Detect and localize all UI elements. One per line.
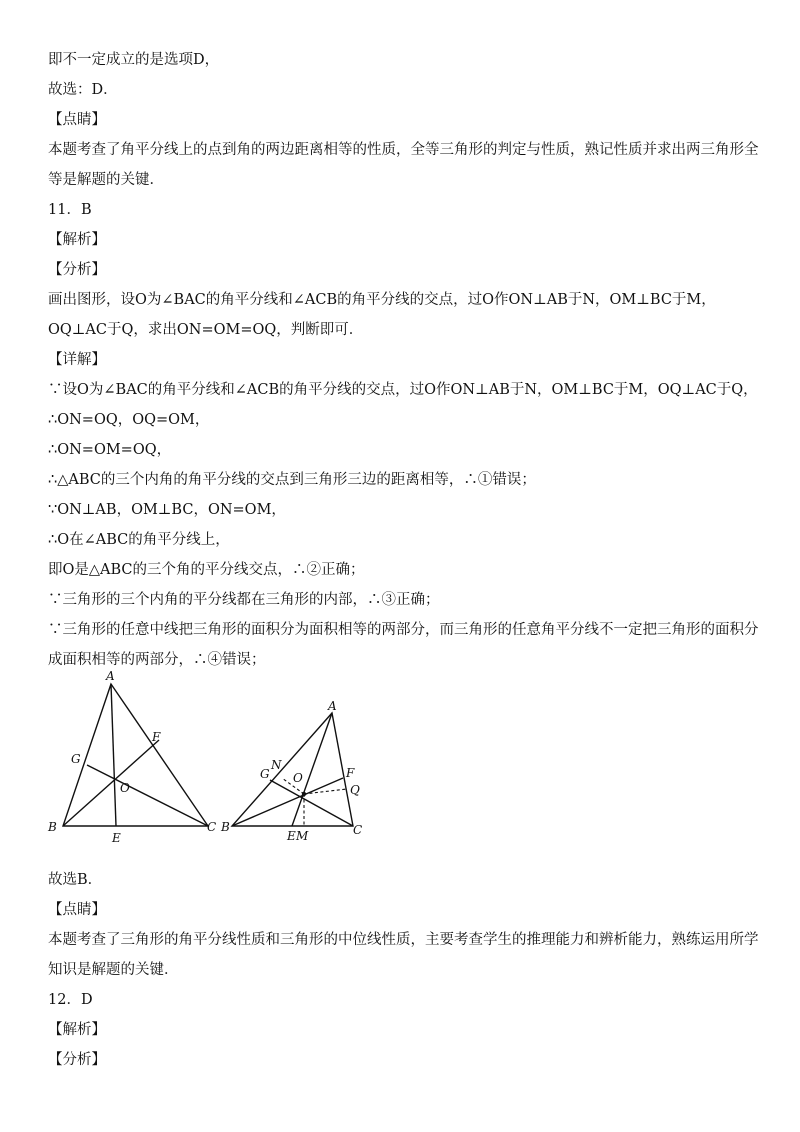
label-a: A bbox=[106, 669, 115, 683]
label-o: O bbox=[293, 771, 303, 785]
answer-number: 12．D bbox=[48, 992, 93, 1008]
label-g: G bbox=[71, 752, 81, 766]
triangle-abc-2 bbox=[232, 713, 353, 826]
geometry-diagram bbox=[40, 668, 380, 852]
text-line: ∴ON=OQ，OQ=OM， bbox=[48, 412, 210, 428]
label-e: E bbox=[112, 831, 121, 845]
label-f: F bbox=[152, 730, 161, 744]
text-line: ∵三角形的三个内角的平分线都在三角形的内部，∴③正确； bbox=[48, 592, 440, 608]
figure1-labels bbox=[47, 669, 216, 845]
label-c: C bbox=[207, 820, 217, 834]
text-line: 故选：D． bbox=[48, 82, 118, 98]
triangle-abc-1 bbox=[63, 684, 208, 826]
figure-bisectors bbox=[232, 713, 353, 826]
text-line: 故选B． bbox=[48, 872, 103, 888]
label-n: N bbox=[271, 758, 282, 772]
perpendicular-segments bbox=[282, 778, 347, 826]
section-heading: 【分析】 bbox=[48, 262, 106, 278]
text-line: 即不一定成立的是选项D， bbox=[48, 52, 220, 68]
bisector-a bbox=[292, 713, 332, 826]
text-line: ∴O在∠ABC的角平分线上， bbox=[48, 532, 230, 548]
text-line: ∵设O为∠BAC的角平分线和∠ACB的角平分线的交点，过O作ON⊥AB于N，OM⊥BC于M，OQ⊥AC于Q， bbox=[48, 382, 758, 398]
text-line: 画出图形，设O为∠BAC的角平分线和∠ACB的角平分线的交点，过O作ON⊥AB于N，OM⊥BC于M， bbox=[48, 292, 716, 308]
section-heading: 【详解】 bbox=[48, 352, 106, 368]
label-g: G bbox=[260, 767, 270, 781]
median-ae bbox=[111, 684, 116, 826]
text-line: ∴ON=OM=OQ， bbox=[48, 442, 172, 458]
text-line: 即O是△ABC的三个角的平分线交点，∴②正确； bbox=[48, 562, 365, 578]
section-heading: 【点睛】 bbox=[48, 902, 106, 918]
text-line: ∵ON⊥AB，OM⊥BC，ON=OM， bbox=[48, 502, 286, 518]
text-line: 成面积相等的两部分，∴④错误； bbox=[48, 652, 266, 668]
median-cg bbox=[87, 765, 208, 826]
label-e: E bbox=[287, 829, 296, 843]
text-line: 等是解题的关键． bbox=[48, 172, 164, 188]
text-line: OQ⊥AC于Q，求出ON=OM=OQ，判断即可． bbox=[48, 322, 364, 338]
point-o bbox=[302, 792, 306, 796]
text-line: 本题考查了三角形的角平分线性质和三角形的中位线性质，主要考查学生的推理能力和辨析能力，熟练运用所学 bbox=[48, 932, 759, 948]
text-line: ∴△ABC的三个内角的角平分线的交点到三角形三边的距离相等，∴①错误； bbox=[48, 472, 536, 488]
bisector-b bbox=[232, 778, 343, 826]
answer-number: 11．B bbox=[48, 202, 92, 218]
section-heading: 【点睛】 bbox=[48, 112, 106, 128]
text-line: 本题考查了角平分线上的点到角的两边距离相等的性质，全等三角形的判定与性质，熟记性质并求出两三角形全 bbox=[48, 142, 759, 158]
text-line: 知识是解题的关键． bbox=[48, 962, 179, 978]
text-line: ∵三角形的任意中线把三角形的面积分为面积相等的两部分，而三角形的任意角平分线不一定把三角形的面积分 bbox=[48, 622, 759, 638]
label-f: F bbox=[346, 766, 355, 780]
label-o: O bbox=[120, 781, 130, 795]
label-q: Q bbox=[350, 783, 360, 797]
section-heading: 【解析】 bbox=[48, 232, 106, 248]
section-heading: 【分析】 bbox=[48, 1052, 106, 1068]
label-b: B bbox=[48, 820, 57, 834]
label-m: M bbox=[296, 829, 309, 843]
figure-medians bbox=[63, 684, 208, 826]
section-heading: 【解析】 bbox=[48, 1022, 106, 1038]
triangle-figures bbox=[40, 668, 380, 852]
label-c: C bbox=[353, 823, 363, 837]
bisector-c bbox=[270, 780, 353, 826]
label-b: B bbox=[221, 820, 230, 834]
label-a: A bbox=[328, 699, 337, 713]
